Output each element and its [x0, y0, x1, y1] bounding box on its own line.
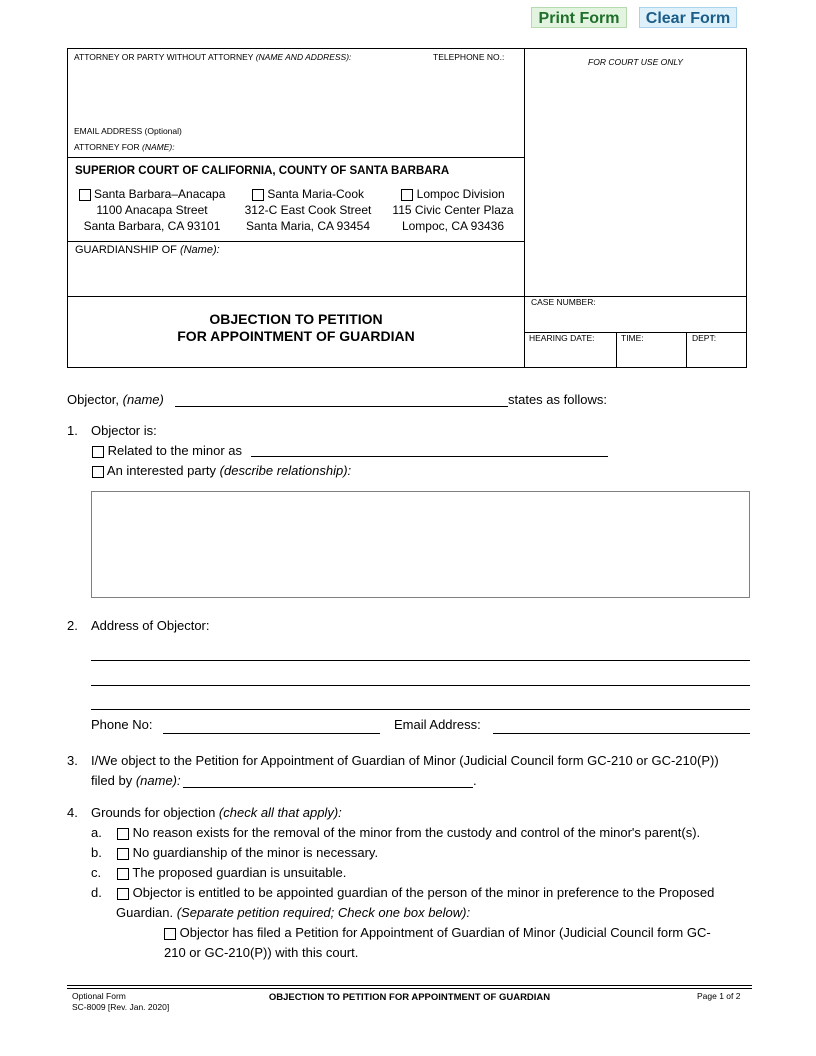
case-number-label: CASE NUMBER: — [531, 297, 596, 307]
interested-party-checkbox[interactable] — [92, 466, 104, 478]
item2-number: 2. — [67, 618, 78, 633]
attorney-label: ATTORNEY OR PARTY WITHOUT ATTORNEY (NAME AND ADDRESS): — [74, 52, 352, 62]
item4a-letter: a. — [91, 825, 102, 840]
related-checkbox[interactable] — [92, 446, 104, 458]
hearing-date-label: HEARING DATE: — [529, 333, 595, 343]
court-name: SUPERIOR COURT OF CALIFORNIA, COUNTY OF SANTA BARBARA — [75, 165, 450, 177]
time-label: TIME: — [621, 333, 644, 343]
footer-page-number: Page 1 of 2 — [697, 991, 741, 1001]
item4d-sub-line2: 210 or GC-210(P)) with this court. — [164, 945, 359, 960]
dept-label: DEPT: — [692, 333, 717, 343]
item4a-checkbox[interactable] — [117, 828, 129, 840]
item4c-option: The proposed guardian is unsuitable. — [117, 865, 346, 880]
print-form-button[interactable]: Print Form — [531, 7, 627, 28]
footer-optional: Optional Form — [72, 991, 126, 1001]
division-santa-maria: Santa Maria-Cook 312-C East Cook Street Santa Maria, CA 93454 — [244, 187, 372, 233]
footer-title: OBJECTION TO PETITION FOR APPOINTMENT OF GUARDIAN — [268, 992, 551, 1003]
item4b-letter: b. — [91, 845, 102, 860]
item1-interested-option: An interested party (describe relationship): — [92, 463, 351, 478]
item4d-option: Objector is entitled to be appointed guardian of the person of the minor in preference to the Proposed — [117, 885, 750, 900]
address-line-1[interactable] — [91, 660, 750, 661]
item3-number: 3. — [67, 753, 78, 768]
email-address-label: Email Address: — [394, 717, 481, 732]
item4c-letter: c. — [91, 865, 102, 880]
item4b-checkbox[interactable] — [117, 848, 129, 860]
item1-related-option: Related to the minor as — [92, 443, 242, 458]
address-line-2[interactable] — [91, 685, 750, 686]
telephone-label: TELEPHONE NO.: — [433, 52, 505, 62]
division-santa-barbara: Santa Barbara–Anacapa 1100 Anacapa Street Santa Barbara, CA 93101 — [72, 186, 232, 234]
footer-form-number: SC-8009 [Rev. Jan. 2020] — [72, 1002, 170, 1012]
court-use-label: FOR COURT USE ONLY — [588, 57, 683, 67]
form-title: OBJECTION TO PETITION FOR APPOINTMENT OF GUARDIAN — [177, 311, 415, 344]
item3-line1: I/We object to the Petition for Appointment of Guardian of Minor (Judicial Council form GC-210 or GC-210(P)) — [91, 753, 719, 768]
item3-period: . — [473, 773, 477, 788]
division-santa-maria-checkbox[interactable] — [252, 189, 264, 201]
item4d-line2: Guardian. (Separate petition required; Check one box below): — [116, 905, 471, 920]
item2-label: Address of Objector: — [91, 618, 210, 633]
item3-filed-by: filed by (name): — [91, 773, 181, 788]
item4d-sub-option: Objector has filed a Petition for Appointment of Guardian of Minor (Judicial Council form GC- — [164, 925, 711, 940]
item4d-sub-checkbox[interactable] — [164, 928, 176, 940]
division-lompoc-checkbox[interactable] — [401, 189, 413, 201]
footer-rule-top — [67, 985, 752, 986]
email-label: EMAIL ADDRESS (Optional) — [74, 126, 182, 136]
related-as-field[interactable] — [251, 456, 608, 457]
division-santa-barbara-checkbox[interactable] — [79, 189, 91, 201]
clear-form-button[interactable]: Clear Form — [639, 7, 737, 28]
relationship-description-box[interactable] — [91, 491, 750, 598]
filed-by-field[interactable] — [183, 787, 473, 788]
item4c-checkbox[interactable] — [117, 868, 129, 880]
address-line-3[interactable] — [91, 709, 750, 710]
item4-number: 4. — [67, 805, 78, 820]
footer-rule-bottom — [67, 988, 752, 989]
objector-name-field[interactable] — [175, 406, 508, 407]
item4d-letter: d. — [91, 885, 102, 900]
item4d-checkbox[interactable] — [117, 888, 129, 900]
item1-number: 1. — [67, 423, 78, 438]
division-lompoc: Lompoc Division 115 Civic Center Plaza Lompoc, CA 93436 — [392, 187, 514, 233]
attorney-for-label: ATTORNEY FOR (NAME): — [74, 142, 175, 152]
item4a-option: No reason exists for the removal of the minor from the custody and control of the minor's parent(s). — [117, 825, 700, 840]
guardianship-label: GUARDIANSHIP OF (Name): — [75, 244, 220, 256]
caption-header — [67, 48, 747, 368]
phone-label: Phone No: — [91, 717, 153, 732]
email-field[interactable] — [493, 733, 750, 734]
item1-label: Objector is: — [91, 423, 157, 438]
item4-label: Grounds for objection (check all that apply): — [91, 805, 342, 820]
objector-suffix: states as follows: — [508, 392, 607, 407]
objector-prefix: Objector, (name) — [67, 392, 164, 407]
phone-field[interactable] — [163, 733, 380, 734]
item4b-option: No guardianship of the minor is necessary. — [117, 845, 378, 860]
